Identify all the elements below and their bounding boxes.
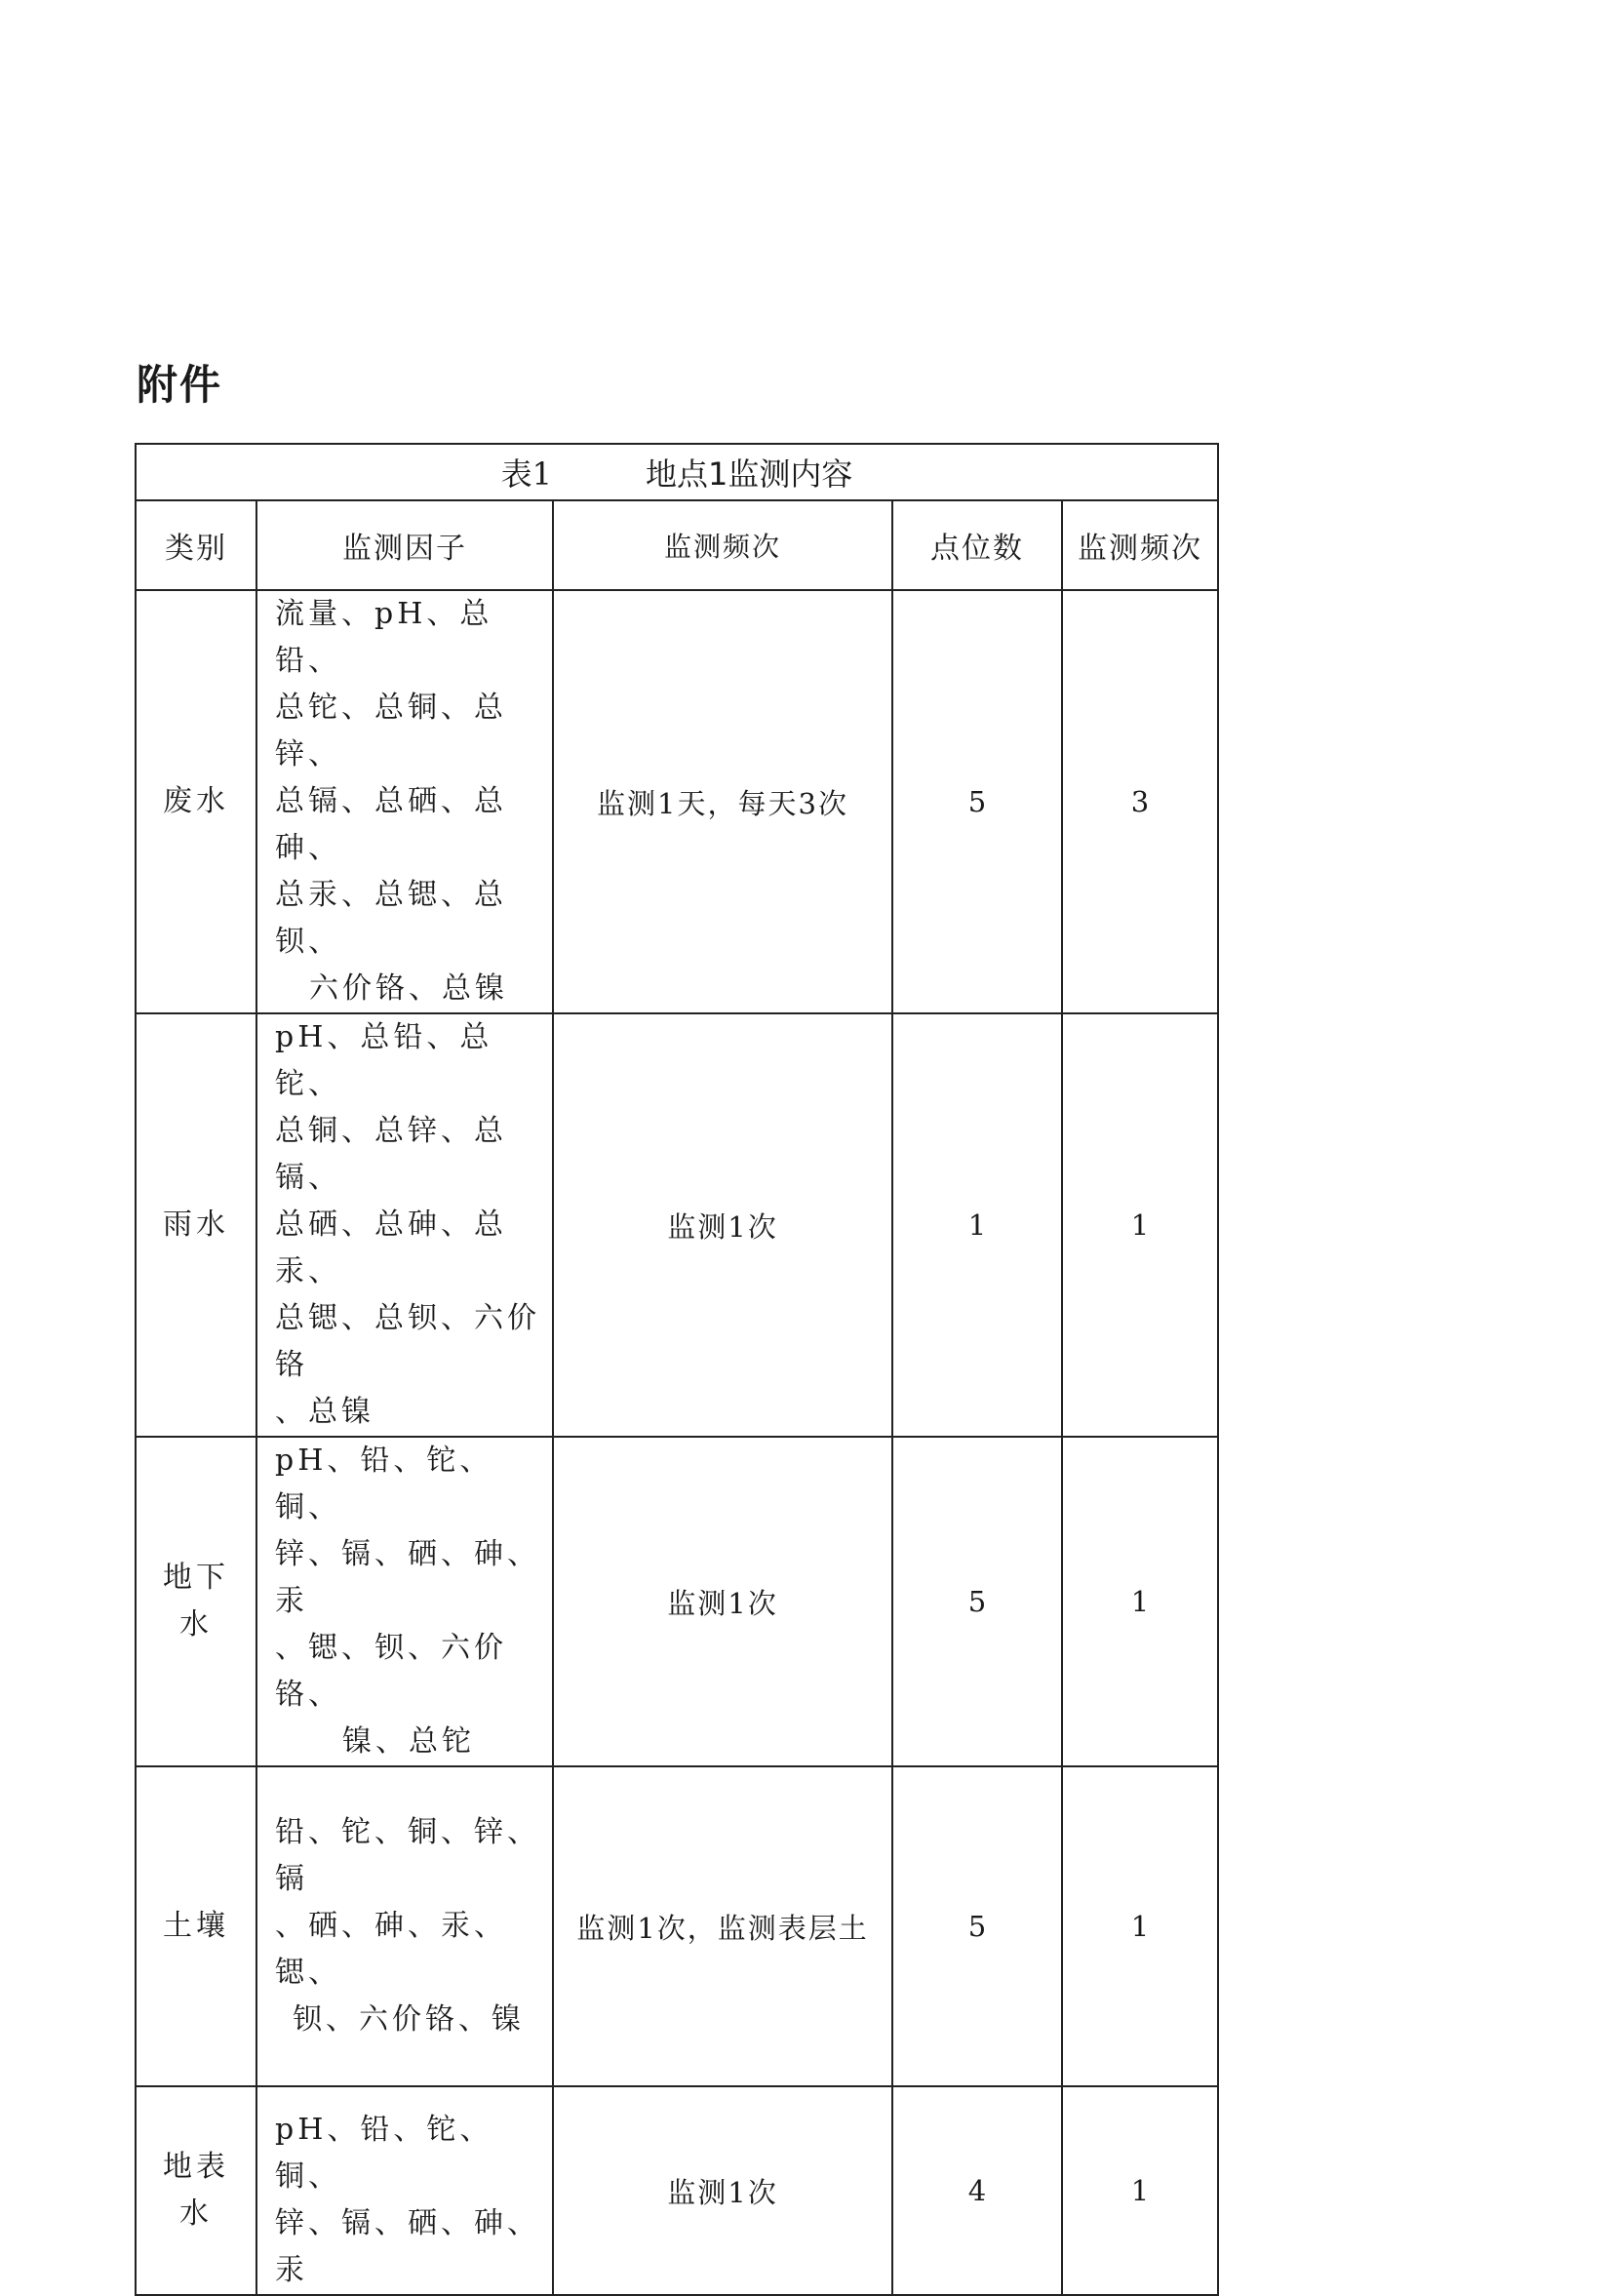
factor-line: 总硒、总砷、总汞、	[275, 1207, 507, 1288]
factor-line: 铅、铊、铜、锌、镉	[275, 1815, 540, 1896]
factor-line: 、总镍	[275, 1395, 374, 1429]
category-line: 地下	[163, 1561, 229, 1595]
category-line: 地表	[163, 2150, 229, 2184]
factor-line: 流量、pH、总铅、	[275, 597, 493, 678]
row-factors	[256, 2086, 553, 2295]
row-factors	[256, 1437, 553, 1766]
factor-line: 总铜、总锌、总镉、	[275, 1114, 507, 1195]
row-frequency: 监测1次	[553, 2086, 892, 2295]
factor-line: pH、总铅、总铊、	[275, 1020, 493, 1101]
header-category: 类别	[136, 500, 256, 590]
row-category: 废水	[136, 590, 256, 1013]
row-factors	[256, 590, 553, 1013]
header-frequency: 监测频次	[553, 500, 892, 590]
row-times: 1	[1062, 1766, 1218, 2086]
row-frequency: 监测1次	[553, 1437, 892, 1766]
row-times: 1	[1062, 1013, 1218, 1437]
table-row	[136, 1437, 1218, 1766]
row-points: 1	[892, 1013, 1062, 1437]
row-points: 5	[892, 1766, 1062, 2086]
factor-line: 总汞、总锶、总钡、	[275, 878, 507, 959]
table-row	[136, 590, 1218, 1013]
row-frequency: 监测1次，监测表层土	[553, 1766, 892, 2086]
factor-line: 钡、六价铬、镍	[293, 2002, 525, 2037]
table-row	[136, 1766, 1218, 2086]
table-caption-title: 地点1监测内容	[646, 455, 853, 493]
category-line: 水	[179, 1607, 213, 1642]
row-category: 雨水	[136, 1013, 256, 1437]
row-category	[136, 2086, 256, 2295]
row-times: 3	[1062, 590, 1218, 1013]
factor-line: pH、铅、铊、铜、	[275, 2113, 493, 2194]
row-frequency: 监测1次	[553, 1013, 892, 1437]
table-caption	[136, 444, 1218, 500]
header-points: 点位数	[892, 500, 1062, 590]
row-frequency: 监测1天，每天3次	[553, 590, 892, 1013]
header-factors: 监测因子	[256, 500, 553, 590]
row-category	[136, 1437, 256, 1766]
factor-line: 锌、镉、硒、砷、汞	[275, 2206, 540, 2287]
factor-line: 镍、总铊	[342, 1724, 475, 1759]
table-row	[136, 2086, 1218, 2295]
category-line: 水	[179, 2197, 213, 2231]
factor-line: pH、铅、铊、铜、	[275, 1444, 493, 1524]
row-times: 1	[1062, 1437, 1218, 1766]
table-caption-number: 表1	[500, 455, 552, 493]
factor-line: 六价铬、总镍	[309, 971, 508, 1006]
row-category: 土壤	[136, 1766, 256, 2086]
row-times: 1	[1062, 2086, 1218, 2295]
table-row	[136, 1013, 1218, 1437]
factor-line: 锌、镉、硒、砷、汞	[275, 1537, 540, 1618]
row-points: 4	[892, 2086, 1062, 2295]
factor-line: 总锶、总钡、六价铬	[275, 1301, 540, 1382]
factor-line: 总铊、总铜、总锌、	[275, 691, 507, 772]
factor-line: 、硒、砷、汞、锶、	[275, 1909, 507, 1990]
row-factors	[256, 1013, 553, 1437]
row-points: 5	[892, 590, 1062, 1013]
factor-line: 总镉、总硒、总砷、	[275, 784, 507, 865]
attachment-label: 附件	[137, 361, 223, 409]
row-factors	[256, 1766, 553, 2086]
monitoring-table	[135, 443, 1219, 2296]
table-header-row	[136, 500, 1218, 590]
header-times: 监测频次	[1062, 500, 1218, 590]
row-points: 5	[892, 1437, 1062, 1766]
factor-line: 、锶、钡、六价铬、	[275, 1631, 507, 1712]
